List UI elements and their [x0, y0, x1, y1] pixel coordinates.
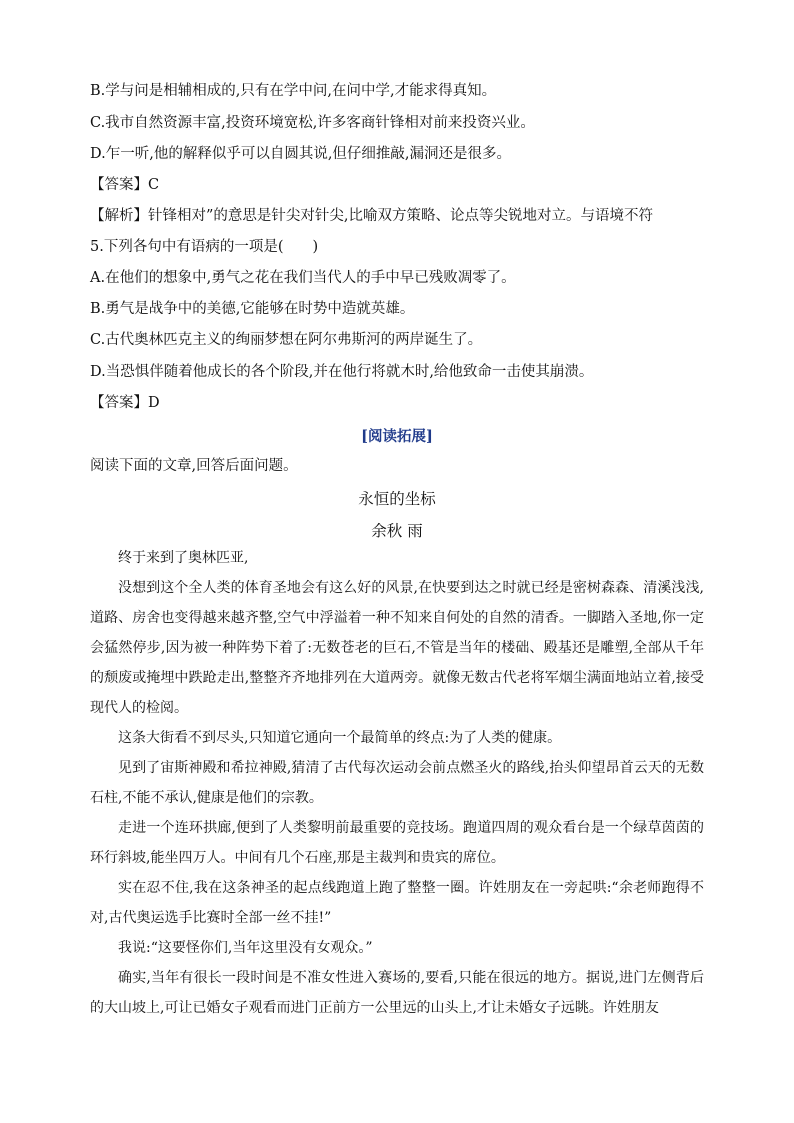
- essay-paragraph: 我说:“这要怪你们,当年这里没有女观众。”: [118, 940, 373, 956]
- essay-body: [90, 543, 704, 1023]
- essay-paragraph: 没想到这个全人类的体育圣地会有这么好的风景,在快要到达之时就已经是密树森森、清溪浅浅,道路、房舍也变得越来越齐整,空气中浮溢着一种不知来自何处的自然的清香。一脚踏入圣地,你一定会猛然停步,因为被一种阵势下着了:无数苍老的巨石,不管是当年的楼础、殿基还是雕塑,全部从千年的颓废或掩埋中跌跄走出,整整齐齐地排列在大道两旁。就像无数古代老将军烟尘满面地站立着,接受现代人的检阅。: [90, 580, 704, 716]
- section-title: [阅读拓展]: [361, 428, 433, 445]
- essay-author: 余秋 雨: [371, 522, 423, 540]
- answer-4: 【答案】C: [90, 177, 160, 193]
- reading-intro: 阅读下面的文章,回答后面问题。: [90, 458, 298, 474]
- answer-5: 【答案】D: [90, 395, 160, 411]
- essay-paragraph: 实在忍不住,我在这条神圣的起点线跑道上跑了整整一圈。许姓朋友在一旁起哄:“余老师跑得不对,古代奥运选手比赛时全部一丝不挂!”: [90, 880, 704, 926]
- essay-title: 永恒的坐标: [358, 490, 436, 508]
- question-5-option-d: D.当恐惧伴随着他成长的各个阶段,并在他行将就木时,给他致命一击使其崩溃。: [90, 364, 594, 380]
- question-5-option-b: B.勇气是战争中的美德,它能够在时势中造就英雄。: [90, 301, 415, 317]
- essay-paragraph: 见到了宙斯神殿和希拉神殿,猜清了古代每次运动会前点燃圣火的路线,抬头仰望昂首云天的无数石柱,不能不承认,健康是他们的宗教。: [90, 760, 704, 806]
- essay-paragraph: 确实,当年有很长一段时间是不准女性进入赛场的,要看,只能在很远的地方。据说,进门左侧背后的大山坡上,可让已婚女子观看而进门正前方一公里远的山头上,才让未婚女子远眺。许姓朋友: [90, 970, 704, 1016]
- option-c-line: C.我市自然资源丰富,投资环境宽松,许多客商针锋相对前来投资兴业。: [90, 115, 535, 131]
- question-5-option-a: A.在他们的想象中,勇气之花在我们当代人的手中早已残败凋零了。: [90, 270, 516, 286]
- option-d-line: D.乍一听,他的解释似乎可以自圆其说,但仔细推敲,漏洞还是很多。: [90, 146, 512, 162]
- essay-paragraph: 终于来到了奥林匹亚,: [118, 550, 249, 566]
- essay-paragraph: 走进一个连环拱廊,便到了人类黎明前最重要的竞技场。跑道四周的观众看台是一个绿草茵茵的环行斜坡,能坐四万人。中间有几个石座,那是主裁判和贵宾的席位。: [90, 820, 704, 866]
- option-b-line: B.学与问是相辅相成的,只有在学中问,在问中学,才能求得真知。: [90, 83, 497, 99]
- question-5: 5.下列各句中有语病的一项是( ): [90, 239, 319, 255]
- analysis-4: 【解析】针锋相对”的意思是针尖对针尖,比喻双方策略、论点等尖锐地对立。与语境不符: [90, 208, 654, 224]
- essay-paragraph: 这条大街看不到尽头,只知道它通向一个最简单的终点:为了人类的健康。: [118, 730, 562, 746]
- question-5-option-c: C.古代奥林匹克主义的绚丽梦想在阿尔弗斯河的两岸诞生了。: [90, 332, 483, 348]
